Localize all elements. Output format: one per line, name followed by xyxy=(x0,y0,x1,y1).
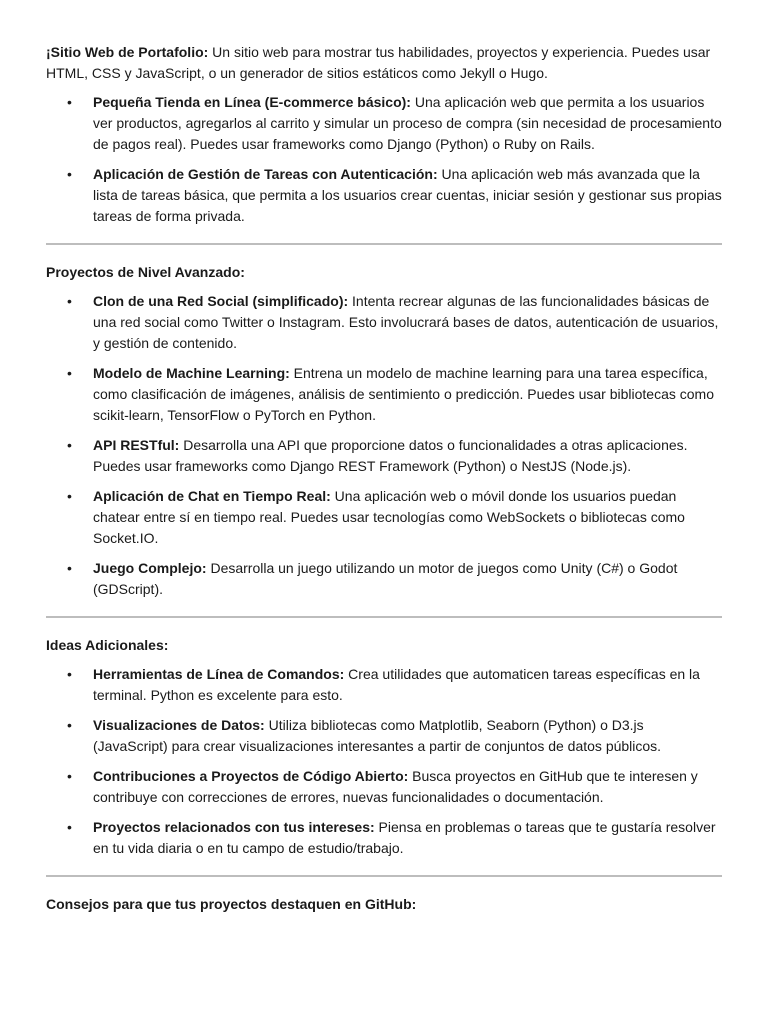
item-title: Modelo de Machine Learning: xyxy=(93,365,290,381)
list-item xyxy=(46,291,722,354)
item-title: Herramientas de Línea de Comandos: xyxy=(93,666,345,682)
item-text: Una aplicación web que permita a los usuarios ver productos, agregarlos al carrito y simular un proceso de compra (sin necesidad de procesamiento de pagos real). Puedes usar frameworks como Django (Python) o Ruby on Rails. xyxy=(93,94,722,152)
item-text: Utiliza bibliotecas como Matplotlib, Seaborn (Python) o D3.js (JavaScript) para crear visualizaciones interesantes a partir de conjuntos de datos públicos. xyxy=(93,717,662,754)
item-title: Proyectos relacionados con tus intereses: xyxy=(93,819,375,835)
section-divider xyxy=(46,243,722,245)
advanced-list xyxy=(46,291,722,600)
list-item xyxy=(46,435,722,477)
tips-heading: Consejos para que tus proyectos destaquen en GitHub: xyxy=(46,896,417,912)
item-title: Aplicación de Chat en Tiempo Real: xyxy=(93,488,331,504)
intro-text: Un sitio web para mostrar tus habilidades, proyectos y experiencia. Puedes usar HTML, CSS y JavaScript, o un generador de sitios estáticos como Jekyll o Hugo. xyxy=(46,44,711,81)
item-title: Visualizaciones de Datos: xyxy=(93,717,265,733)
list-item xyxy=(46,766,722,808)
bullet-icon: • xyxy=(67,293,72,309)
intro-paragraph xyxy=(46,42,722,84)
item-title: API RESTful: xyxy=(93,437,180,453)
item-title: Pequeña Tienda en Línea (E-commerce básico): xyxy=(93,94,411,110)
list-item xyxy=(46,817,722,859)
item-title: Contribuciones a Proyectos de Código Abierto: xyxy=(93,768,409,784)
intro-lead: ¡Sitio Web de Portafolio: xyxy=(46,44,209,60)
item-title: Aplicación de Gestión de Tareas con Autenticación: xyxy=(93,166,438,182)
bullet-icon: • xyxy=(67,437,72,453)
section-divider xyxy=(46,616,722,618)
item-text: Entrena un modelo de machine learning para una tarea específica, como clasificación de imágenes, análisis de sentimiento o predicción. Puedes usar bibliotecas como scikit-learn, TensorFlow o PyTorch en Python. xyxy=(93,365,714,423)
advanced-heading: Proyectos de Nivel Avanzado: xyxy=(46,264,245,280)
bullet-icon: • xyxy=(67,560,72,576)
list-item xyxy=(46,164,722,227)
list-item xyxy=(46,664,722,706)
bullet-icon: • xyxy=(67,166,72,182)
item-text: Crea utilidades que automaticen tareas específicas en la terminal. Python es excelente para esto. xyxy=(93,666,700,703)
item-text: Desarrolla una API que proporcione datos o funcionalidades a otras aplicaciones. Puedes usar frameworks como Django REST Framework (Python) o NestJS (Node.js). xyxy=(93,437,688,474)
additional-heading: Ideas Adicionales: xyxy=(46,637,169,653)
list-item xyxy=(46,558,722,600)
additional-list xyxy=(46,664,722,859)
item-title: Juego Complejo: xyxy=(93,560,207,576)
item-text: Una aplicación web o móvil donde los usuarios puedan chatear entre sí en tiempo real. Puedes usar tecnologías como WebSockets o bibliotecas como Socket.IO. xyxy=(93,488,685,546)
item-title: Clon de una Red Social (simplificado): xyxy=(93,293,349,309)
bullet-icon: • xyxy=(67,365,72,381)
bullet-icon: • xyxy=(67,819,72,835)
list-item xyxy=(46,363,722,426)
item-text: Intenta recrear algunas de las funcionalidades básicas de una red social como Twitter o Instagram. Esto involucrará bases de datos, autenticación de usuarios, y gestión de contenido. xyxy=(93,293,719,351)
list-item xyxy=(46,486,722,549)
block1-list xyxy=(46,92,722,227)
bullet-icon: • xyxy=(67,666,72,682)
bullet-icon: • xyxy=(67,768,72,784)
bullet-icon: • xyxy=(67,488,72,504)
item-text: Piensa en problemas o tareas que te gustaría resolver en tu vida diaria o en tu campo de estudio/trabajo. xyxy=(93,819,716,856)
list-item xyxy=(46,92,722,155)
bullet-icon: • xyxy=(67,94,72,110)
item-text: Busca proyectos en GitHub que te interesen y contribuye con correcciones de errores, nuevas funcionalidades o documentación. xyxy=(93,768,698,805)
item-text: Desarrolla un juego utilizando un motor de juegos como Unity (C#) o Godot (GDScript). xyxy=(93,560,678,597)
item-text: Una aplicación web más avanzada que la lista de tareas básica, que permita a los usuarios crear cuentas, iniciar sesión y gestionar sus propias tareas de forma privada. xyxy=(93,166,722,224)
bullet-icon: • xyxy=(67,717,72,733)
section-divider xyxy=(46,875,722,877)
list-item xyxy=(46,715,722,757)
